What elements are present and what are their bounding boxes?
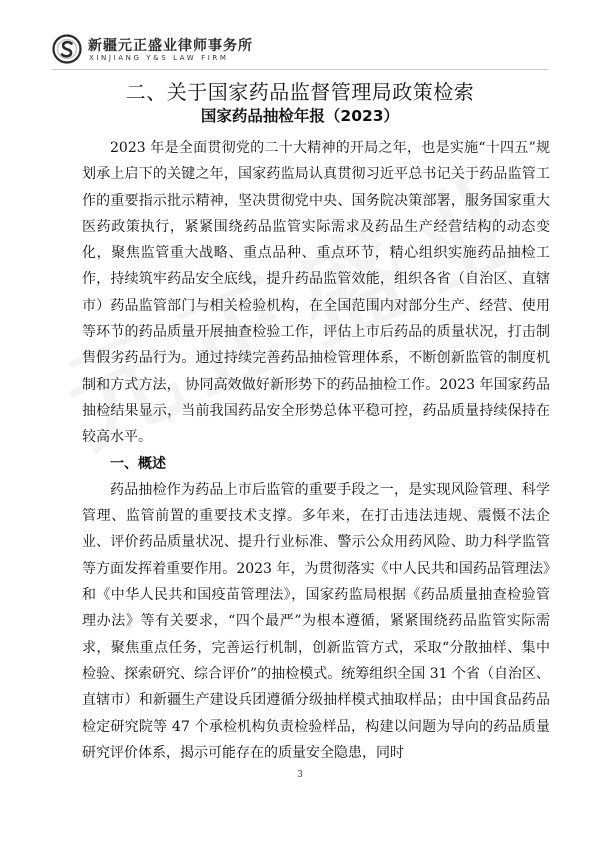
document-body xyxy=(82,135,550,766)
intro-paragraph: 2023 年是全面贯彻党的二十大精神的开局之年，也是实施“十四五”规划承上启下的关键之年，国家药监局认真贯彻习近平总书记关于药品监管工作的重要指示批示精神，坚决贯彻党中央、国务院决策部署，服务国家重大医药政策执行，紧紧围绕药品监管实际需求及药品生产经营结构的动态变化，聚焦监管重大战略、重点品种、重点环节，精心组织实施药品抽检工作，持续筑牢药品安全底线，提升药品监管效能，组织各省（自治区、直辖市）药品监管部门与相关检验机构，在全国范围内对部分生产、经营、使用等环节的药品质量开展抽查检验工作，评估上市后药品的质量状况，打击制售假劣药品行为。通过持续完善药品抽检管理体系，不断创新监管的制度机制和方式方法， 协同高效做好新形势下的药品抽检工作。2023 年国家药品抽检结果显示，当前我国药品安全形势总体平稳可控，药品质量持续保持在较高水平。 xyxy=(82,140,550,446)
firm-logo-icon xyxy=(52,34,82,64)
header-divider xyxy=(52,69,548,70)
report-subtitle: 国家药品抽检年报（2023） xyxy=(200,107,400,125)
page-title: 二、关于国家药品监督管理局政策检索 xyxy=(125,80,475,104)
page-number: 3 xyxy=(297,770,303,780)
overview-paragraph: 药品抽检作为药品上市后监管的重要手段之一，是实现风险管理、科学管理、监管前置的重要技术支撑。多年来，在打击违法违规、震慑不法企业、评价药品质量状况、提升行业标准、警示公众用药风险、助力科学监管等方面发挥着重要作用。2023 年，为贯彻落实《中人民共和国药品管理法》和《中华人民共和国疫苗管理法》，国家药监局根据《药品质量抽查检验管理办法》等有关要求，“四个最严”为根本遵循，紧紧围绕药品监管实际需求，聚焦重点任务，完善运行机制，创新监管方式，采取“分散抽样、集中检验、探索研究、综合评价”的抽检模式。统筹组织全国 31 个省（自治区、直辖市）和新疆生产建设兵团遵循分级抽样模式抽取样品；由中国食品药品检定研究院等 47 个承检机构负责检验样品，构建以问题为导向的药品质量研究评价体系，揭示可能存在的质量安全隐患，同时 xyxy=(82,481,550,761)
firm-name-en: XINJIANG Y&S LAW FIRM xyxy=(89,54,229,62)
firm-name-cn: 新疆元正盛业律师事务所 xyxy=(88,38,253,54)
section-heading: 一、概述 xyxy=(110,455,166,472)
